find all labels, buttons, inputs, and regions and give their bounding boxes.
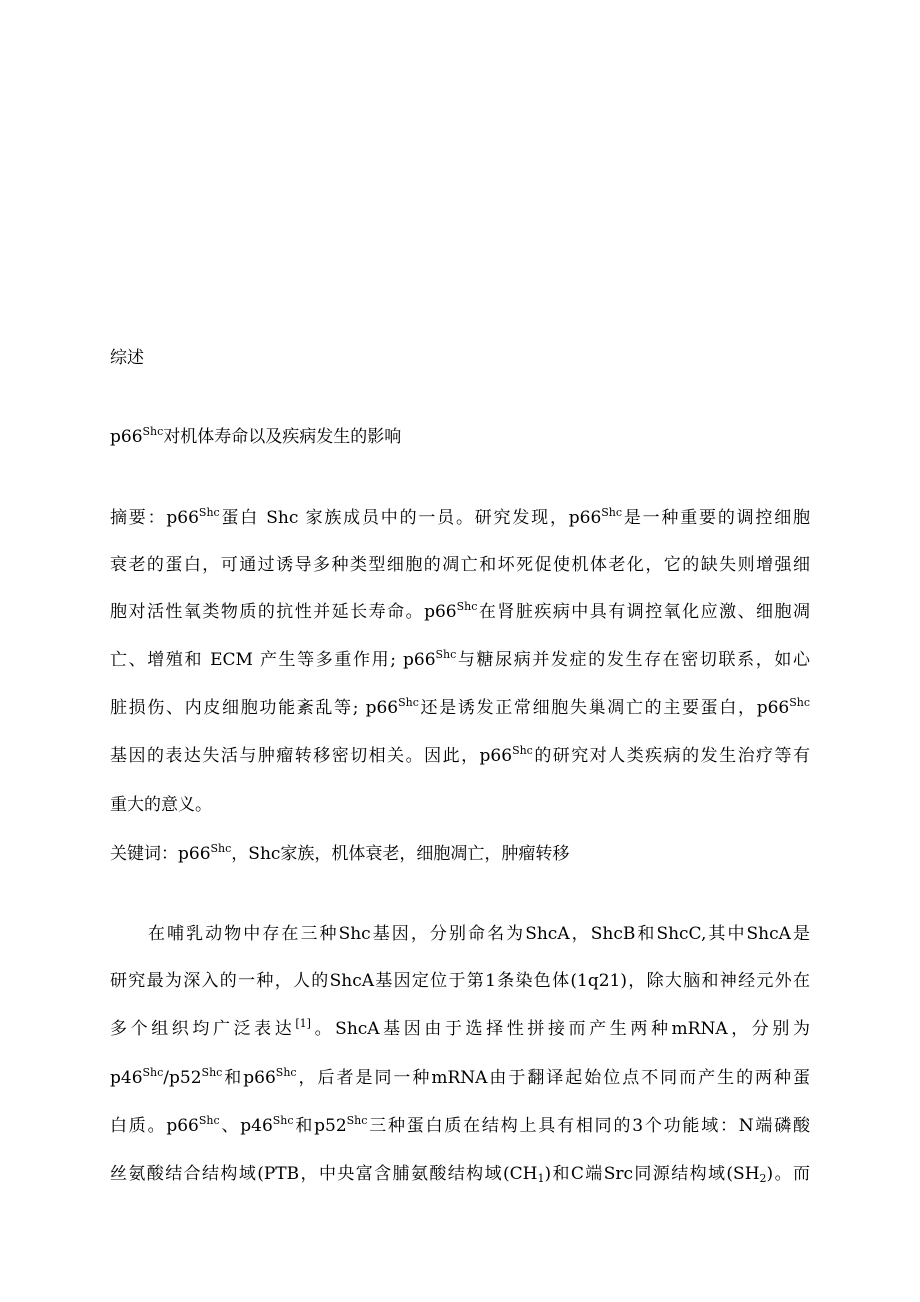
superscript: Shc [346,1114,368,1127]
subscript: 1 [537,1172,545,1185]
text-run: 胞对活性氧类物质的抗性并延长寿命。p66 [110,602,457,622]
body-line [110,1162,810,1186]
text-run: 多个组织均广泛表达 [110,1019,296,1039]
text-run: 脏损伤、内皮细胞功能紊乱等; p66 [110,698,399,718]
text-run: 的研究对人类疾病的发生治疗等有 [532,746,810,766]
text-run: 摘要： [110,508,167,528]
text-run: 白质。p66 [110,1116,199,1136]
superscript: Shc [201,1066,223,1079]
text-run: 在肾脏疾病中具有调控氧化应激、细胞凋 [477,602,810,622]
superscript: Shc [198,1114,220,1127]
body-line [110,969,810,993]
text-run: p46 [110,1068,143,1088]
text-run: )。而 [766,1164,810,1184]
abstract-line [110,793,810,817]
text-run: 与糖尿病并发症的发生存在密切联系，如心 [456,650,810,670]
superscript: Shc [456,600,478,613]
abstract-line [110,600,810,624]
text-run: 研究最为深入的一种，人的ShcA基因定位于第1条染色体(1q21)，除大脑和神经元外在 [110,971,810,991]
superscript: Shc [198,506,220,519]
body-line [110,1017,810,1041]
superscript: Shc [210,842,232,855]
text-run: 在哺乳动物中存在三种Shc基因，分别命名为ShcA，ShcB和ShcC,其中ShcA是 [148,924,810,944]
text-run: ，后者是同一种mRNA由于翻译起始位点不同而产生的两种蛋 [296,1068,810,1088]
text-run: 关键词： [110,844,178,864]
text-run: /p52 [163,1068,202,1088]
article-title [110,425,810,449]
superscript: Shc [142,1066,164,1079]
text-run: 是一种重要的调控细胞 [622,508,810,528]
text-run: 蛋白 Shc 家族成员中的一员。研究发现，p66 [219,508,602,528]
abstract-line [110,696,810,720]
abstract-line [110,506,810,530]
superscript: Shc [275,1066,297,1079]
text-run: 基因的表达失活与肿瘤转移密切相关。因此，p66 [110,746,513,766]
text-run: 、p46 [219,1116,273,1136]
superscript: Shc [142,425,164,438]
body-line [148,922,810,946]
abstract-line [110,553,810,577]
text-run: p66 [110,427,143,447]
text-run: 重大的意义。 [110,795,212,815]
text-run: 对机体寿命以及疾病发生的影响 [163,427,402,447]
text-run: 衰老的蛋白，可通过诱导多种类型细胞的凋亡和坏死促使机体老化，它的缺失则增强细 [110,555,810,575]
text-run: p66 [166,508,199,528]
text-run: 亡、增殖和 ECM 产生等多重作用; p66 [110,650,436,670]
body-line [110,1066,810,1090]
superscript: Shc [398,696,419,709]
superscript: Shc [272,1114,294,1127]
citation: [1] [295,1017,311,1030]
superscript: Shc [601,506,623,519]
superscript: Shc [435,648,457,661]
keywords-line [110,842,810,866]
text-run: 。ShcA基因由于选择性拼接而产生两种mRNA，分别为 [310,1019,810,1039]
text-run: ，Shc家族，机体衰老，细胞凋亡，肿瘤转移 [231,844,570,864]
text-run: 丝氨酸结合结构域(PTB，中央富含脯氨酸结构域(CH [110,1164,538,1184]
text-run: p66 [178,844,211,864]
text-run: 和p52 [293,1116,347,1136]
superscript: Shc [789,696,810,709]
text-run: 综述 [110,348,144,368]
superscript: Shc [512,744,533,757]
text-run: 和p66 [222,1068,276,1088]
abstract-line [110,744,810,768]
subscript: 2 [759,1172,767,1185]
abstract-line [110,648,810,672]
text-run: )和C端Src同源结构域(SH [544,1164,760,1184]
text-run: 还是诱发正常细胞失巢凋亡的主要蛋白，p66 [418,698,790,718]
section-label [110,346,810,370]
text-run: 三种蛋白质在结构上具有相同的3个功能域：N端磷酸 [367,1116,810,1136]
body-line [110,1114,810,1138]
